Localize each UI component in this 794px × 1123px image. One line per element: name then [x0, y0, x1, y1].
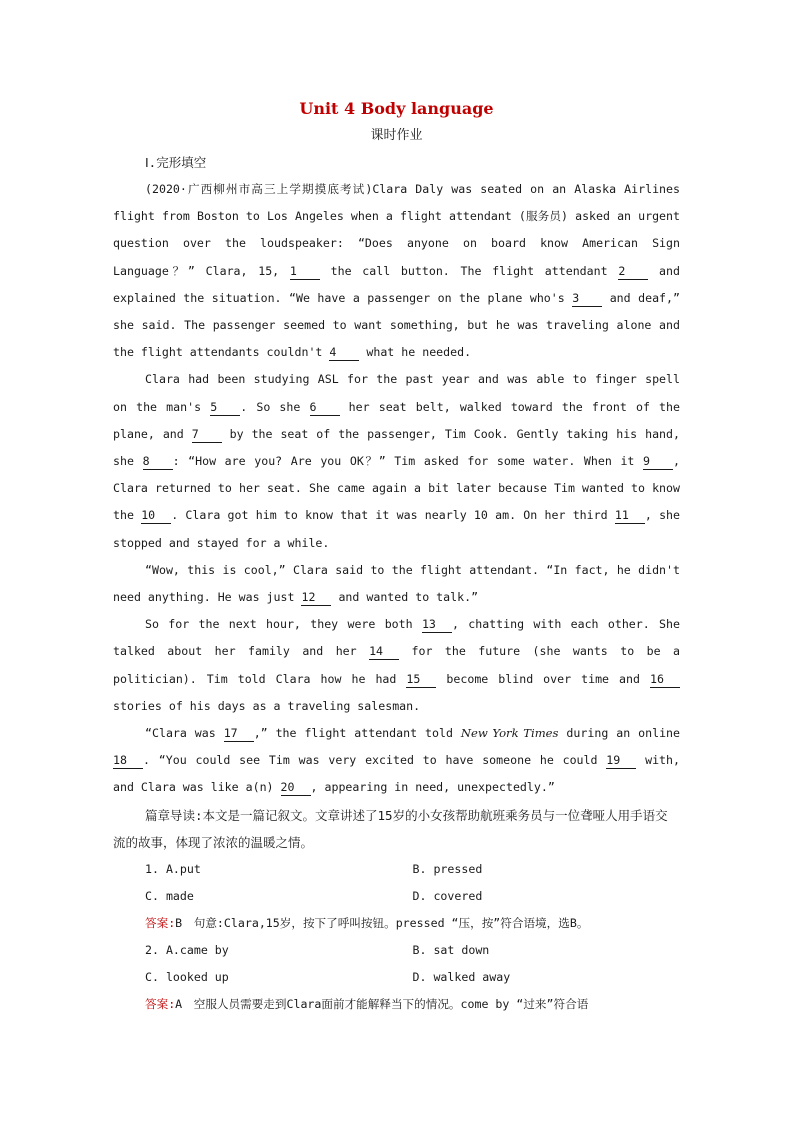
blank-17: 17: [224, 726, 254, 742]
passage-paragraph-4: So for the next hour, they were both 13 , chatting with each other. She talked about her family and her 14 for the future (she wants to be a politician). Tim told Clara how he had 15 become blind over time and 16 stories of his days as a traveling salesman.: [113, 617, 680, 713]
blank-15: 15: [406, 672, 436, 688]
blank-13: 13: [422, 617, 452, 633]
option-b: B. pressed: [412, 862, 483, 877]
blank-3: 3: [572, 291, 602, 307]
option-b: B. sat down: [412, 943, 490, 958]
blank-5: 5: [210, 400, 240, 416]
blank-20: 20: [281, 780, 311, 796]
passage-paragraph-1: (2020·广西柳州市高三上学期摸底考试)Clara Daly was seated on an Alaska Airlines flight from Boston to Los Angeles when a flight attendant (服务员) asked an urgent question over the loudspeaker: “Does anyone on board know American Sign Language？” Clara, 15, 1 the call button. The flight attendant 2 and explained the situation. “We have a passenger on the plane who's 3 and deaf,” she said. The passenger seemed to want something, but he was traveling alone and the flight attendants couldn't 4 what he needed.: [113, 182, 681, 360]
blank-11: 11: [615, 508, 645, 524]
blank-12: 12: [301, 590, 331, 606]
blank-6: 6: [310, 400, 340, 416]
section-heading: Ⅰ.完形填空: [145, 155, 207, 170]
page-title: Unit 4 Body language: [299, 99, 494, 118]
passage-paragraph-3: “Wow, this is cool,” Clara said to the flight attendant. “In fact, he didn't need anything. He was just 12 and wanted to talk.”: [113, 562, 680, 605]
option-a: 2. A.came by: [145, 943, 229, 958]
option-c: C. made: [145, 889, 194, 904]
blank-14: 14: [369, 644, 399, 660]
answer-label: 答案:: [145, 997, 176, 1012]
blank-4: 4: [329, 345, 359, 361]
newspaper-title: New York Times: [460, 726, 559, 741]
option-a: 1. A.put: [145, 862, 201, 877]
option-c: C. looked up: [145, 970, 229, 985]
blank-19: 19: [606, 753, 636, 769]
blank-9: 9: [643, 454, 673, 470]
blank-8: 8: [143, 454, 173, 470]
blank-18: 18: [113, 753, 143, 769]
blank-2: 2: [618, 264, 648, 280]
question-2: [113, 937, 680, 1018]
option-d: D. walked away: [412, 970, 511, 985]
document-page: [113, 96, 680, 1018]
blank-10: 10: [141, 508, 171, 524]
answer-label: 答案:: [145, 916, 176, 931]
answer-explanation: 答案:B 句意:Clara,15岁，按下了呼叫按钮。pressed “压，按”符合语境，选B。: [145, 916, 589, 931]
answer-explanation: 答案:A 空服人员需要走到Clara面前才能解释当下的情况。come by “过来”符合语: [145, 997, 589, 1012]
question-1: [113, 856, 680, 937]
blank-7: 7: [192, 427, 222, 443]
passage-paragraph-2: Clara had been studying ASL for the past year and was able to finger spell on the man's 5 . So she 6 her seat belt, walked toward the front of the plane, and 7 by the seat of the passenger, Tim Cook. Gently taking his hand, she 8 : “How are you? Are you OK？” Tim asked for some water. When it 9 , Clara returned to her seat. She came again a bit later because Tim wanted to know the 10 . Clara got him to know that it was nearly 10 am. On her third 11 , she stopped and stayed for a while.: [113, 372, 681, 550]
passage-paragraph-5: “Clara was 17 ,” the flight attendant told New York Times during an online 18 . “You could see Tim was very excited to have someone he could 19 with, and Clara was like a(n) 20 , appearing in need, unexpectedly.”: [113, 726, 681, 795]
page-subtitle: 课时作业: [370, 128, 423, 143]
passage-guide: 篇章导读:本文是一篇记叙文。文章讲述了15岁的小女孩帮助航班乘务员与一位聋哑人用手语交流的故事，体现了浓浓的温暖之情。: [113, 807, 668, 850]
blank-1: 1: [290, 264, 320, 280]
blank-16: 16: [650, 672, 680, 688]
option-d: D. covered: [412, 889, 483, 904]
